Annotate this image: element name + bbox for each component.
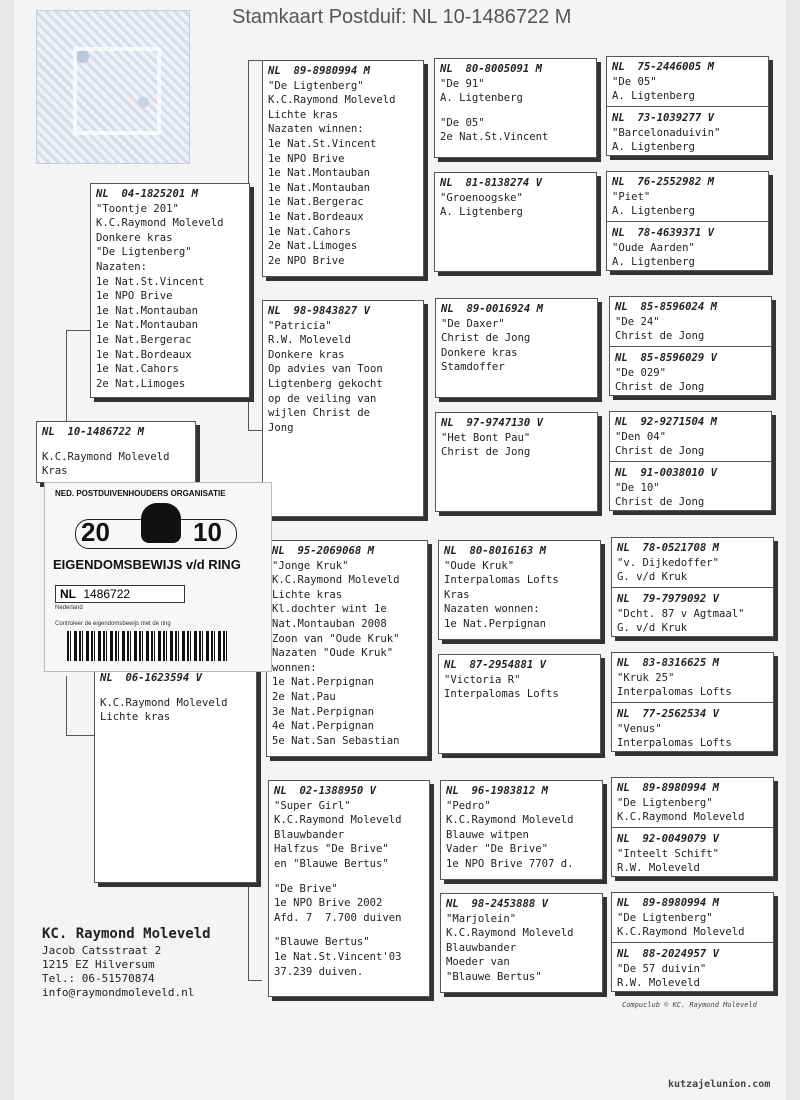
pedigree-line: "Pedro" (446, 799, 491, 812)
pedigree-line (440, 106, 591, 116)
watermark: kutzajelunion.com (668, 1079, 771, 1090)
ring-number: NL 76-2552982 M (612, 176, 715, 188)
sticker-year-b: 10 (193, 517, 222, 547)
pedigree-pair-box (609, 411, 772, 511)
pedigree-line: A. Ligtenberg (440, 92, 523, 105)
pair-sire (612, 60, 763, 105)
pair-divider (610, 461, 771, 462)
pedigree-line: K.C.Raymond Moleveld (42, 450, 170, 463)
pedigree-line: Blauwe witpen (446, 828, 529, 841)
ownership-certificate-sticker (44, 482, 272, 672)
pair-dam (615, 351, 766, 395)
ring-number: NL 06-1623594 V (100, 672, 203, 684)
pedigree-line: Christ de Jong (441, 332, 531, 345)
pedigree-line: 1e NPO Brive (268, 152, 345, 165)
pair-dam (617, 832, 768, 876)
connector-line (66, 676, 67, 736)
pair-divider (610, 346, 771, 347)
pedigree-line: "De Daxer" (441, 317, 505, 330)
pair-divider (612, 942, 773, 943)
ring-number: NL 75-2446005 M (612, 61, 715, 73)
pedigree-line: R.W. Moleveld (268, 334, 351, 347)
pedigree-line: 1e NPO Brive 7707 d. (446, 857, 574, 870)
connector-line (66, 330, 90, 331)
pedigree-line: Ligtenberg gekocht (268, 377, 383, 390)
ring-number: NL 92-0049079 V (617, 833, 720, 845)
pair-dam (612, 226, 763, 270)
pedigree-line: 2e NPO Brive (268, 254, 345, 267)
pedigree-line: Christ de Jong (441, 446, 531, 459)
connector-line (66, 735, 94, 736)
pedigree-line: "Blauwe Bertus" (274, 936, 370, 949)
ring-number: NL 97-9747130 V (441, 417, 544, 429)
pair-sire (617, 896, 768, 941)
pedigree-line: 1e Nat.Montauban (268, 167, 371, 180)
pedigree-line: Op advies van Toon (268, 363, 383, 376)
pedigree-line: Lichte kras (268, 108, 339, 121)
pedigree-line: K.C.Raymond Moleveld (272, 574, 400, 587)
pedigree-line: Christ de Jong (615, 445, 705, 458)
pedigree-line: Kras (444, 588, 470, 601)
pedigree-line: 1e Nat.Montauban (268, 181, 371, 194)
pedigree-line: 1e Nat.Montauban (96, 319, 199, 332)
ring-number: NL 92-9271504 M (615, 416, 718, 428)
pedigree-line: "De 05" (612, 75, 657, 88)
connector-line (248, 980, 262, 981)
pedigree-pair-box (611, 892, 774, 992)
pedigree-pair-box (611, 777, 774, 877)
pedigree-box (438, 654, 601, 754)
pedigree-line: A. Ligtenberg (612, 90, 695, 103)
pedigree-line: 1e Nat.St.Vincent (268, 137, 377, 150)
pedigree-line: "De 029" (615, 366, 667, 379)
ring-number: NL 04-1825201 M (96, 188, 199, 200)
ring-number: NL 89-8980994 M (617, 782, 720, 794)
pedigree-line: A. Ligtenberg (612, 205, 695, 218)
pedigree-line: "Super Girl" (274, 799, 351, 812)
connector-line (248, 430, 262, 431)
pedigree-pair-box (606, 171, 769, 271)
pedigree-line: "Oude Aarden" (612, 241, 695, 254)
pair-sire (615, 300, 766, 345)
pedigree-box (94, 667, 257, 883)
loft-logo (36, 10, 190, 164)
pedigree-line: en "Blauwe Bertus" (274, 857, 389, 870)
pair-dam (617, 707, 768, 751)
pedigree-line: 1e NPO Brive (96, 290, 173, 303)
pedigree-line: K.C.Raymond Moleveld (96, 217, 224, 230)
pedigree-line: 2e Nat.Limoges (268, 240, 358, 253)
pedigree-line: Moeder van (446, 956, 510, 969)
sticker-year-a: 20 (81, 517, 110, 547)
pedigree-line (274, 925, 424, 935)
pedigree-line: Stamdoffer (441, 361, 505, 374)
pedigree-line: "Blauwe Bertus" (446, 970, 542, 983)
pedigree-line: Interpalomas Lofts (617, 737, 732, 750)
ring-number: NL 85-8596029 V (615, 352, 718, 364)
pedigree-line: 37.239 duiven. (274, 965, 364, 978)
connector-line (66, 330, 67, 422)
pair-sire (617, 656, 768, 701)
pedigree-line: K.C.Raymond Moleveld (617, 926, 745, 939)
pedigree-line: 5e Nat.San Sebastian (272, 734, 400, 747)
pedigree-line: "Oude Kruk" (444, 559, 515, 572)
pedigree-line: Halfzus "De Brive" (274, 843, 389, 856)
pedigree-line: K.C.Raymond Moleveld (100, 696, 228, 709)
pedigree-line: "Venus" (617, 722, 662, 735)
owner-name: KC. Raymond Moleveld (42, 926, 211, 942)
pedigree-line: "Jonge Kruk" (272, 559, 349, 572)
copyright-note: Compuclub © KC. Raymond Moleveld (622, 1001, 757, 1009)
pedigree-line: "Patricia" (268, 319, 332, 332)
pedigree-line: 1e Nat.Bergerac (96, 333, 192, 346)
owner-street: Jacob Catsstraat 2 (42, 944, 162, 957)
pedigree-line: wonnen: (272, 661, 317, 674)
pedigree-line: Vader "De Brive" (446, 843, 549, 856)
pair-dam (617, 592, 768, 636)
pedigree-pair-box (606, 56, 769, 156)
pedigree-line: Nazaten: (96, 260, 148, 273)
pedigree-line: Donkere kras (96, 231, 173, 244)
pair-sire (617, 541, 768, 586)
pedigree-box (434, 172, 597, 272)
pedigree-line (274, 872, 424, 882)
pedigree-line: 1e Nat.St.Vincent'03 (274, 950, 402, 963)
logo-frame (73, 47, 161, 135)
pedigree-box (262, 300, 424, 517)
pedigree-line: R.W. Moleveld (617, 862, 700, 875)
pedigree-line: 2e Nat.Limoges (96, 377, 186, 390)
pedigree-box (440, 893, 603, 993)
pedigree-box (434, 58, 597, 158)
pedigree-line: Nazaten winnen: (268, 123, 364, 136)
pedigree-pair-box (611, 537, 774, 637)
pedigree-line: "Toontje 201" (96, 202, 179, 215)
pedigree-line: Interpalomas Lofts (617, 686, 732, 699)
ring-number: NL 83-8316625 M (617, 657, 720, 669)
pedigree-line (100, 686, 251, 696)
sticker-title: EIGENDOMSBEWIJS v/d RING (53, 557, 241, 572)
pedigree-line: G. v/d Kruk (617, 622, 688, 635)
ring-number: NL 78-0521708 M (617, 542, 720, 554)
pedigree-box (36, 421, 196, 483)
pedigree-line: 1e Nat.Bergerac (268, 196, 364, 209)
barcode (67, 631, 227, 661)
pedigree-line: "Het Bont Pau" (441, 431, 531, 444)
pedigree-card (14, 0, 786, 1100)
page-title: Stamkaart Postduif: NL 10-1486722 M (232, 6, 572, 28)
ring-number: NL 10-1486722 M (42, 426, 145, 438)
pedigree-line: 1e Nat.Perpignan (444, 617, 547, 630)
pedigree-line: op de veiling van (268, 392, 377, 405)
pedigree-line: 1e Nat.Montauban (96, 304, 199, 317)
pedigree-line: "De 91" (440, 77, 485, 90)
ring-number: NL 85-8596024 M (615, 301, 718, 313)
ring-number: NL 02-1388950 V (274, 785, 377, 797)
pair-divider (612, 827, 773, 828)
sticker-ring-field (55, 585, 185, 603)
pedigree-line: 1e Nat.Bordeaux (268, 210, 364, 223)
pedigree-line: "Kruk 25" (617, 671, 675, 684)
pedigree-line: Blauwbander (274, 828, 345, 841)
pedigree-line: "De Ligtenberg" (617, 911, 713, 924)
pair-dam (612, 111, 763, 155)
pedigree-line: Afd. 7 7.700 duiven (274, 911, 402, 924)
pedigree-line: "De Ligtenberg" (268, 79, 364, 92)
pedigree-line: 1e Nat.Bordeaux (96, 348, 192, 361)
pedigree-pair-box (609, 296, 772, 396)
ring-number: NL 98-2453888 V (446, 898, 549, 910)
pedigree-line: 2e Nat.Pau (272, 690, 336, 703)
pedigree-line: Lichte kras (272, 588, 343, 601)
pedigree-line: A. Ligtenberg (612, 256, 695, 269)
pedigree-line: 2e Nat.St.Vincent (440, 131, 549, 144)
pedigree-line: R.W. Moleveld (617, 977, 700, 990)
pedigree-line: 1e Nat.Perpignan (272, 676, 375, 689)
pedigree-line: A. Ligtenberg (612, 141, 695, 154)
pedigree-line: Donkere kras (441, 346, 518, 359)
ring-number: NL 80-8005091 M (440, 63, 543, 75)
pair-sire (612, 175, 763, 220)
pedigree-pair-box (611, 652, 774, 752)
pedigree-line: 1e Nat.St.Vincent (96, 275, 205, 288)
sticker-country-code: NL (60, 587, 76, 601)
ring-number: NL 80-8016163 M (444, 545, 547, 557)
pedigree-line: Christ de Jong (615, 496, 705, 509)
pedigree-box (435, 412, 598, 512)
pedigree-line: Christ de Jong (615, 381, 705, 394)
pedigree-line: Donkere kras (268, 348, 345, 361)
pedigree-box (90, 183, 250, 398)
pedigree-line: K.C.Raymond Moleveld (268, 94, 396, 107)
connector-line (248, 60, 262, 61)
pedigree-line: Interpalomas Lofts (444, 688, 559, 701)
ring-number: NL 88-2024957 V (617, 948, 720, 960)
pedigree-line: "Marjolein" (446, 912, 517, 925)
ring-number: NL 98-9843827 V (268, 305, 371, 317)
pedigree-line: "De Brive" (274, 882, 338, 895)
pedigree-line: K.C.Raymond Moleveld (446, 814, 574, 827)
pedigree-line: 4e Nat.Perpignan (272, 720, 375, 733)
pedigree-line: "Victoria R" (444, 673, 521, 686)
pair-sire (615, 415, 766, 460)
pedigree-box (435, 298, 598, 398)
sticker-control-note: Controleer de eigendomsbewijs met de ring (55, 621, 171, 627)
pedigree-line: "De 05" (440, 116, 485, 129)
ring-number: NL 78-4639371 V (612, 227, 715, 239)
sticker-organisation: NED. POSTDUIVENHOUDERS ORGANISATIE (55, 489, 226, 498)
pedigree-line: "Groenoogske" (440, 191, 523, 204)
pedigree-line: wijlen Christ de (268, 407, 371, 420)
pedigree-line: "Inteelt Schift" (617, 847, 720, 860)
pedigree-box (268, 780, 430, 997)
ring-number: NL 73-1039277 V (612, 112, 715, 124)
pedigree-line: Nazaten wonnen: (444, 603, 540, 616)
pedigree-line: K.C.Raymond Moleveld (446, 927, 574, 940)
pedigree-line: G. v/d Kruk (617, 571, 688, 584)
ring-number: NL 89-0016924 M (441, 303, 544, 315)
pedigree-line (42, 440, 190, 450)
pedigree-line: "Barcelonaduivin" (612, 126, 721, 139)
ring-number: NL 95-2069068 M (272, 545, 375, 557)
sticker-country: Nederland (55, 605, 83, 611)
pedigree-line: "Dcht. 87 v Agtmaal" (617, 607, 745, 620)
ring-number: NL 87-2954881 V (444, 659, 547, 671)
ring-number: NL 89-8980994 M (268, 65, 371, 77)
owner-address (42, 924, 211, 1000)
pedigree-line: Blauwbander (446, 941, 517, 954)
pedigree-line: K.C.Raymond Moleveld (274, 814, 402, 827)
pedigree-line: 1e NPO Brive 2002 (274, 897, 383, 910)
lion-emblem-icon (141, 503, 181, 543)
pedigree-line: 1e Nat.Cahors (96, 363, 179, 376)
pedigree-line: A. Ligtenberg (440, 206, 523, 219)
owner-phone: Tel.: 06-51570874 (42, 972, 155, 985)
pair-dam (615, 466, 766, 510)
pedigree-line: "Piet" (612, 190, 651, 203)
pair-divider (612, 587, 773, 588)
pedigree-line: 3e Nat.Perpignan (272, 705, 375, 718)
pair-divider (612, 702, 773, 703)
owner-city: 1215 EZ Hilversum (42, 958, 155, 971)
pedigree-box (262, 60, 424, 277)
pair-divider (607, 221, 768, 222)
pedigree-line: Nat.Montauban 2008 (272, 617, 387, 630)
pedigree-line: Interpalomas Lofts (444, 574, 559, 587)
pedigree-line: Nazaten "Oude Kruk" (272, 647, 394, 660)
ring-number: NL 89-8980994 M (617, 897, 720, 909)
ring-number: NL 79-7979092 V (617, 593, 720, 605)
pair-dam (617, 947, 768, 991)
ring-number: NL 77-2562534 V (617, 708, 720, 720)
sticker-ring-number: 1486722 (83, 587, 131, 601)
pedigree-line: "De 10" (615, 481, 660, 494)
owner-email[interactable]: info@raymondmoleveld.nl (42, 986, 195, 999)
pedigree-line: Kl.dochter wint 1e (272, 603, 387, 616)
pedigree-line: Jong (268, 421, 294, 434)
pedigree-line: "De Ligtenberg" (96, 246, 192, 259)
pedigree-line: K.C.Raymond Moleveld (617, 811, 745, 824)
pedigree-line: Christ de Jong (615, 330, 705, 343)
pedigree-box (438, 540, 601, 640)
pedigree-line: "De 24" (615, 315, 660, 328)
pedigree-line: "Den 04" (615, 430, 667, 443)
pedigree-line: "De Ligtenberg" (617, 796, 713, 809)
pair-sire (617, 781, 768, 826)
pedigree-line: Lichte kras (100, 711, 171, 724)
pedigree-box (440, 780, 603, 880)
pedigree-line: "v. Dijkedoffer" (617, 556, 720, 569)
ring-number: NL 91-0038010 V (615, 467, 718, 479)
pedigree-box (266, 540, 428, 757)
pedigree-line: 1e Nat.Cahors (268, 225, 351, 238)
pedigree-line: Kras (42, 465, 68, 478)
pedigree-line: Zoon van "Oude Kruk" (272, 632, 400, 645)
ring-number: NL 81-8138274 V (440, 177, 543, 189)
ring-number: NL 96-1983812 M (446, 785, 549, 797)
pair-divider (607, 106, 768, 107)
pedigree-line: "De 57 duivin" (617, 962, 707, 975)
